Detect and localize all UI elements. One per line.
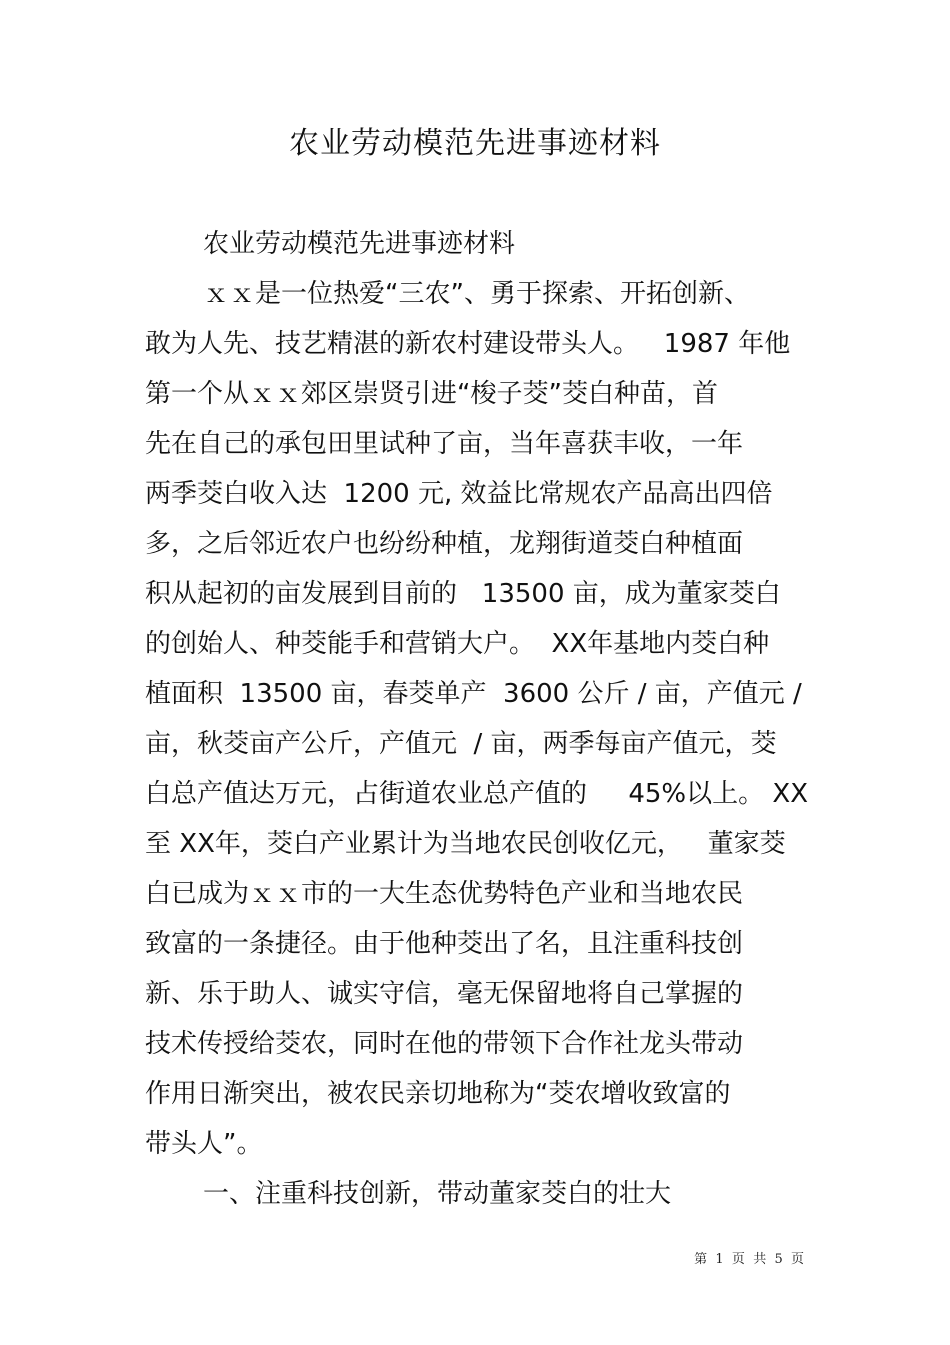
page-footer: 第 1 页 共 5 页: [694, 1252, 804, 1267]
body-line: 致富的一条捷径。由于他种茭出了名，且注重科技创: [145, 929, 744, 959]
body-line: 第一个从ｘｘ郊区崇贤引进“梭子茭”茭白种苗，首: [145, 379, 718, 409]
section-heading: 一、注重科技创新，带动董家茭白的壮大: [203, 1179, 672, 1209]
document-title: 农业劳动模范先进事迹材料: [289, 126, 661, 161]
body-line: 植面积 13500 亩，春茭单产 3600 公斤 / 亩，产值元 /: [145, 679, 802, 709]
body-line: 白总产值达万元，占街道农业总产值的 45%以上。 XX: [145, 779, 809, 809]
body-line: 新、乐于助人、诚实守信，毫无保留地将自己掌握的: [145, 979, 744, 1009]
body-line: ｘｘ是一位热爱“三农”、勇于探索、开拓创新、: [203, 279, 750, 309]
body-line: 白已成为ｘｘ市的一大生态优势特色产业和当地农民: [145, 879, 744, 909]
subtitle: 农业劳动模范先进事迹材料: [203, 229, 516, 259]
body-line: 作用日渐突出，被农民亲切地称为“茭农增收致富的: [145, 1079, 731, 1109]
body-line: 积从起初的亩发展到目前的 13500 亩，成为董家茭白: [145, 579, 781, 609]
body-line: 先在自己的承包田里试种了亩，当年喜获丰收，一年: [145, 429, 744, 459]
body-line: 多，之后邻近农户也纷纷种植，龙翔街道茭白种植面: [145, 529, 744, 559]
body-line: 技术传授给茭农，同时在他的带领下合作社龙头带动: [145, 1029, 744, 1059]
body-line: 亩，秋茭亩产公斤，产值元 / 亩，两季每亩产值元，茭: [145, 729, 777, 759]
body-line: 的创始人、种茭能手和营销大户。 XX年基地内茭白种: [145, 629, 770, 659]
body-line: 两季茭白收入达 1200 元, 效益比常规农产品高出四倍: [145, 479, 773, 509]
body-line: 至 XX年，茭白产业累计为当地农民创收亿元， 董家茭: [145, 829, 786, 859]
body-line: 带头人”。: [145, 1129, 263, 1159]
body-line: 敢为人先、技艺精湛的新农村建设带头人。 1987 年他: [145, 329, 791, 359]
